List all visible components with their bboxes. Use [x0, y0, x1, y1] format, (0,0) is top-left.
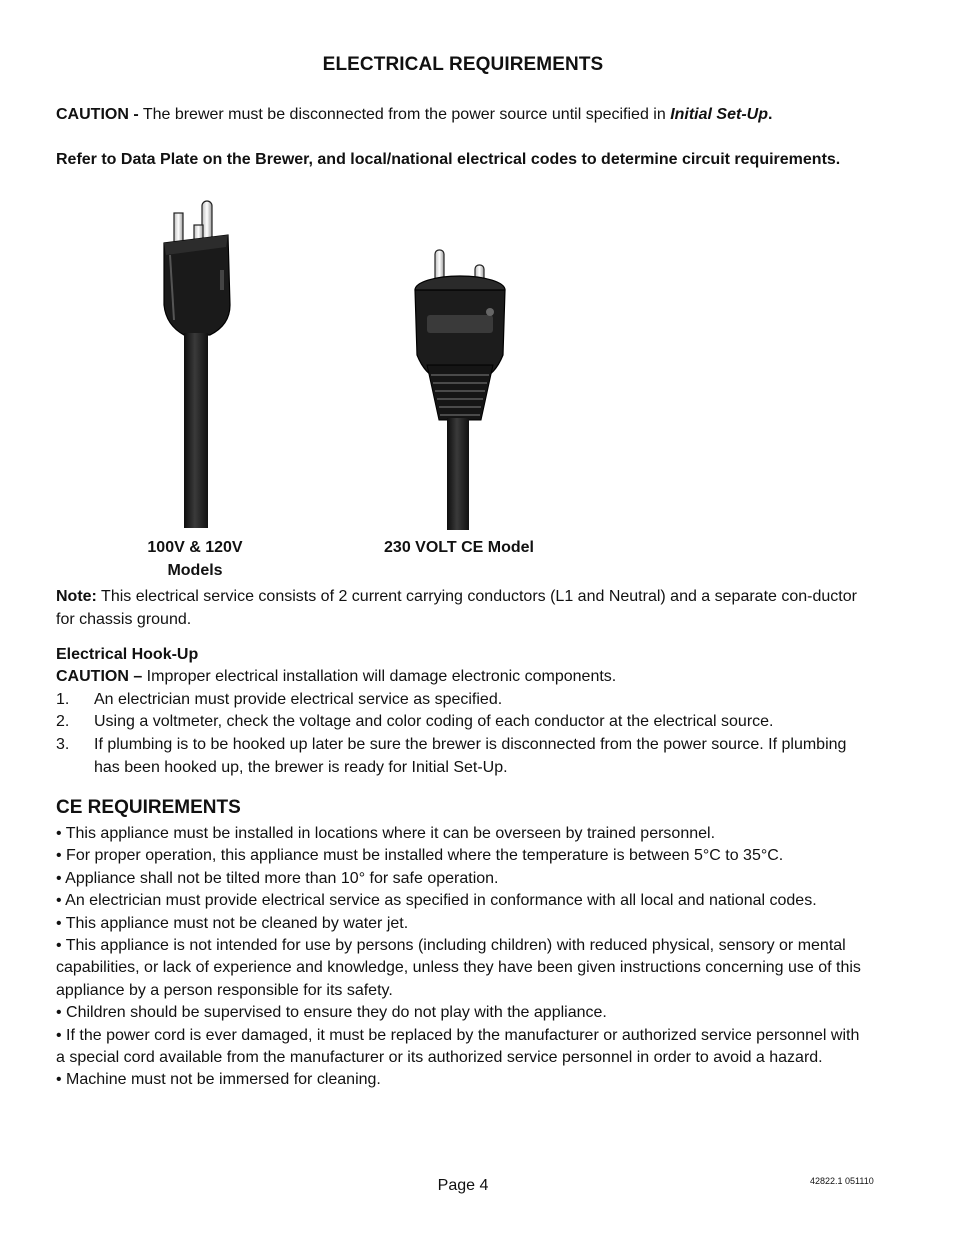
hookup-caution — [56, 666, 616, 688]
step-text: Using a voltmeter, check the voltage and color coding of each conductor at the electrical source. — [94, 713, 774, 730]
list-item: • For proper operation, this appliance must be installed where the temperature is between 5°C to 35°C. — [56, 847, 784, 865]
hookup-step — [56, 734, 871, 779]
caution-line — [56, 104, 772, 126]
ce-plug-caption: 230 VOLT CE Model — [384, 539, 534, 556]
list-item: • This appliance must be installed in locations where it can be overseen by trained personnel. — [56, 825, 716, 842]
list-item: • Children should be supervised to ensure they do not play with the appliance. — [56, 1004, 607, 1022]
note-paragraph — [56, 586, 871, 631]
step-text: An electrician must provide electrical service as specified. — [94, 691, 503, 708]
us-plug-caption-line2: Models — [167, 562, 223, 579]
list-item: • Appliance shall not be tilted more than 10° for safe operation. — [56, 869, 499, 887]
note-text: This electrical service consists of 2 current carrying conductors (L1 and Neutral) and a separate con-ductor for chassis ground. — [56, 588, 857, 628]
ce-plug-illustration — [405, 245, 515, 530]
us-plug-illustration — [150, 195, 250, 530]
note-label: Note: — [56, 588, 97, 605]
page-number: Page 4 — [437, 1177, 489, 1194]
ce-requirements-heading: CE REQUIREMENTS — [56, 797, 241, 818]
page-title: ELECTRICAL REQUIREMENTS — [322, 54, 604, 75]
list-item: • If the power cord is ever damaged, it must be replaced by the manufacturer or authorized service personnel with a special cord available from the manufacturer or its authorized service personnel in order to avoid a hazard. — [56, 1026, 860, 1067]
document-number: 42822.1 051110 — [810, 1176, 874, 1186]
us-plug-caption-line1: 100V & 120V — [147, 539, 243, 556]
list-item: • An electrician must provide electrical service as specified in conformance with all local and national codes. — [56, 892, 817, 910]
list-item: • This appliance is not intended for use by persons (including children) with reduced physical, sensory or mental capabilities, or lack of experience and knowledge, unless they have been given instructions concerning use of this appliance by a person responsible for its safety. — [56, 937, 861, 999]
hookup-step — [56, 689, 871, 712]
list-item: • This appliance must not be cleaned by water jet. — [56, 914, 409, 932]
refer-data-plate-text: Refer to Data Plate on the Brewer, and local/national electrical codes to determine circuit requirements. — [56, 151, 841, 168]
step-number: 2. — [56, 713, 70, 730]
list-item: • Machine must not be immersed for cleaning. — [56, 1071, 381, 1089]
caution-text: The brewer must be disconnected from the power source until specified in — [138, 106, 671, 123]
step-number: 1. — [56, 691, 70, 708]
hookup-heading: Electrical Hook-Up — [56, 646, 199, 663]
ce-requirements-list — [56, 823, 871, 1092]
hookup-step — [56, 711, 871, 734]
step-text: If plumbing is to be hooked up later be sure the brewer is disconnected from the power source. If plumbing has been hooked up, the brewer is ready for Initial Set-Up. — [94, 736, 847, 776]
step-number: 3. — [56, 736, 70, 753]
us-plug-caption — [120, 536, 270, 582]
caution-end: . — [767, 106, 773, 123]
caution-label: CAUTION - — [56, 106, 139, 123]
hookup-caution-text: Improper electrical installation will damage electronic components. — [142, 668, 617, 685]
hookup-caution-label: CAUTION – — [56, 668, 143, 685]
caution-emphasis: Initial Set-Up — [670, 106, 768, 123]
